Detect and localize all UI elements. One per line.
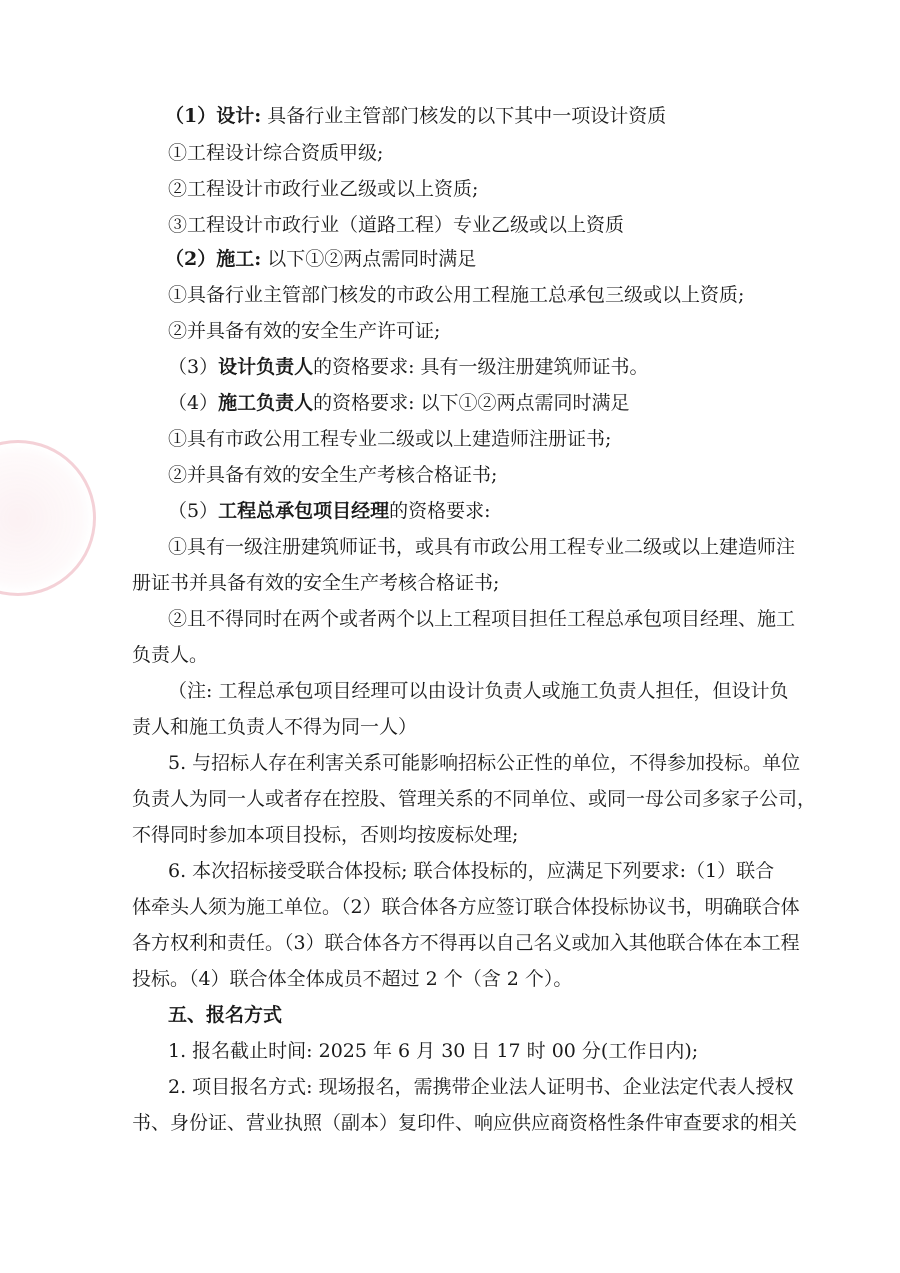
item-project-manager-2b: 负责人。	[132, 644, 209, 666]
note-line-b: 责人和施工负责人不得为同一人）	[132, 716, 418, 738]
clause-6-line-c: 各方权利和责任。（3）联合体各方不得再以自己名义或加入其他联合体在本工程	[132, 932, 800, 954]
item-project-manager: （5）工程总承包项目经理的资格要求:	[168, 500, 491, 522]
section-item-2b: 书、身份证、营业执照（副本）复印件、响应供应商资格性条件审查要求的相关	[132, 1112, 798, 1134]
clause-6-line-a: 6. 本次招标接受联合体投标; 联合体投标的，应满足下列要求:（1）联合	[168, 860, 775, 882]
red-seal-stamp	[0, 440, 96, 596]
item-project-manager-2a: ②且不得同时在两个或者两个以上工程项目担任工程总承包项目经理、施工	[168, 608, 796, 630]
item-construction-2: ②并具备有效的安全生产许可证;	[168, 320, 441, 342]
clause-6-line-b: 体牵头人须为施工单位。（2）联合体各方应签订联合体投标协议书，明确联合体	[132, 896, 800, 918]
item-construction-lead-1: ①具有市政公用工程专业二级或以上建造师注册证书;	[168, 428, 612, 450]
clause-5-line-a: 5. 与招标人存在利害关系可能影响招标公正性的单位，不得参加投标。单位	[168, 752, 801, 774]
item-construction-lead: （4）施工负责人的资格要求: 以下①②两点需同时满足	[168, 392, 630, 414]
item-design: （1）设计: 具备行业主管部门核发的以下其中一项设计资质	[165, 105, 667, 127]
item-design-lead: （3）设计负责人的资格要求: 具有一级注册建筑师证书。	[168, 356, 649, 378]
section-item-2a: 2. 项目报名方式: 现场报名，需携带企业法人证明书、企业法定代表人授权	[168, 1076, 794, 1098]
item-construction-1: ①具备行业主管部门核发的市政公用工程施工总承包三级或以上资质;	[168, 284, 745, 306]
item-construction-lead-2: ②并具备有效的安全生产考核合格证书;	[168, 464, 498, 486]
item-project-manager-1b: 册证书并具备有效的安全生产考核合格证书;	[132, 572, 500, 594]
clause-5-line-c: 不得同时参加本项目投标，否则均按废标处理;	[132, 824, 519, 846]
clause-6-line-d: 投标。（4）联合体全体成员不超过 2 个（含 2 个）。	[132, 968, 573, 990]
item-construction: （2）施工: 以下①②两点需同时满足	[165, 248, 477, 270]
item-design-1: ①工程设计综合资质甲级;	[168, 142, 384, 164]
section-item-1: 1. 报名截止时间: 2025 年 6 月 30 日 17 时 00 分(工作日内);	[168, 1040, 699, 1062]
item-design-3: ③工程设计市政行业（道路工程）专业乙级或以上资质	[168, 214, 625, 236]
section-heading: 五、报名方式	[168, 1004, 283, 1026]
note-line-a: （注: 工程总承包项目经理可以由设计负责人或施工负责人担任，但设计负	[168, 680, 789, 702]
item-project-manager-1a: ①具有一级注册建筑师证书，或具有市政公用工程专业二级或以上建造师注	[168, 536, 796, 558]
clause-5-line-b: 负责人为同一人或者存在控股、管理关系的不同单位、或同一母公司多家子公司，	[132, 788, 817, 810]
item-design-2: ②工程设计市政行业乙级或以上资质;	[168, 178, 479, 200]
